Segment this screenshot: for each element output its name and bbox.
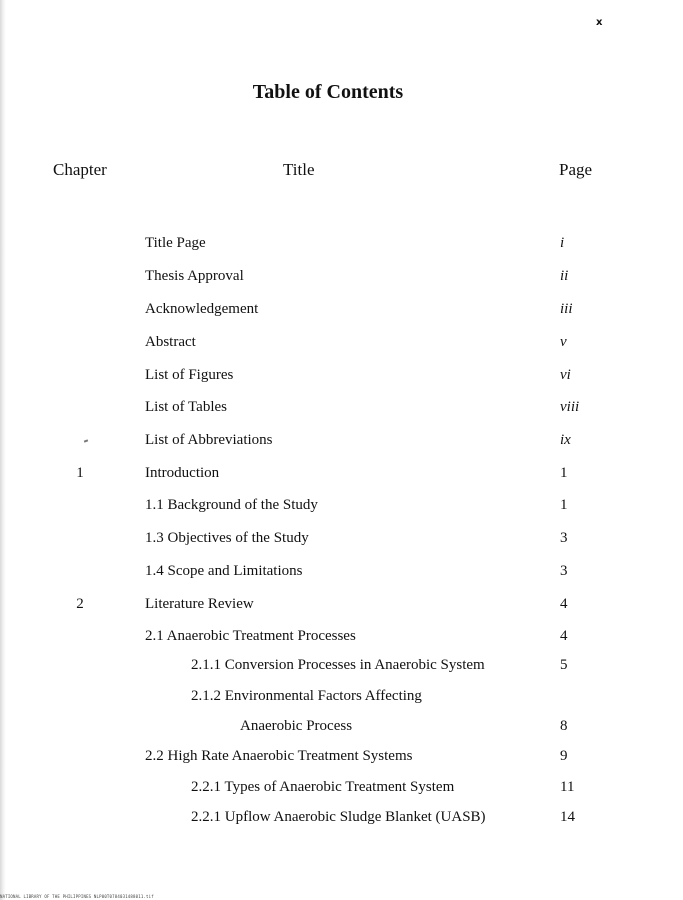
toc-entry-title: 1.3 Objectives of the Study [145,530,309,546]
toc-page-number: 5 [560,657,568,673]
toc-entry-title: Title Page [145,235,206,251]
toc-page-number: 4 [560,628,568,644]
page-number: x [596,17,603,28]
toc-entry [0,530,683,554]
toc-page-number: 9 [560,748,568,764]
toc-page-number: viii [560,399,580,415]
toc-entry-title: Anaerobic Process [240,718,353,734]
toc-entry [0,367,683,391]
toc-page-number: 3 [560,530,568,546]
toc-entry [0,334,683,358]
toc-page-number: ix [560,432,571,448]
toc-entry-title: 2.2.1 Types of Anaerobic Treatment System [191,779,455,795]
toc-page-number: 1 [560,465,568,481]
toc-entry [0,718,683,742]
toc-entry-title: 2.1.2 Environmental Factors Affecting [191,688,422,704]
page-title: Table of Contents [252,81,404,103]
toc-entry-title: Acknowledgement [145,301,259,317]
toc-page-number: v [560,334,567,350]
toc-entry-title: List of Tables [145,399,227,415]
toc-page-number: 3 [560,563,568,579]
toc-entry [0,497,683,521]
toc-entry [0,596,683,620]
toc-entry-title: List of Figures [145,367,234,383]
toc-entry [0,301,683,325]
toc-page-number: 14 [560,809,575,825]
toc-page-number: 8 [560,718,568,734]
toc-page-number: i [560,235,565,251]
toc-entry [0,432,683,456]
toc-page-number: vi [560,367,571,383]
toc-entry [0,688,683,712]
toc-chapter-number: 1 [76,465,84,481]
toc-page-number: iii [560,301,573,317]
toc-entry-title: 2.2.1 Upflow Anaerobic Sludge Blanket (UASB) [191,809,486,825]
toc-entry [0,399,683,423]
toc-entry [0,628,683,652]
toc-entry [0,268,683,292]
toc-entry-title: Literature Review [145,596,254,612]
toc-entry [0,779,683,803]
column-header-title: Title [283,160,315,179]
column-header-page: Page [559,160,593,179]
toc-entry [0,657,683,681]
toc-page-number: 1 [560,497,568,513]
toc-entry [0,465,683,489]
toc-entry [0,809,683,833]
toc-page-number: 11 [560,779,575,795]
toc-entry [0,235,683,259]
toc-entry-title: 2.1 Anaerobic Treatment Processes [145,628,356,644]
toc-page-number: 4 [560,596,568,612]
toc-entry-title: 1.1 Background of the Study [145,497,318,513]
toc-entry-title: Introduction [145,465,220,481]
toc-entry-title: 1.4 Scope and Limitations [145,563,303,579]
toc-entry-title: 2.1.1 Conversion Processes in Anaerobic System [191,657,485,673]
toc-entry [0,563,683,587]
toc-entry-title: 2.2 High Rate Anaerobic Treatment Systems [145,748,413,764]
toc-entry [0,748,683,772]
toc-page-number: ii [560,268,569,284]
toc-entry-title: List of Abbreviations [145,432,273,448]
toc-entry-title: Thesis Approval [145,268,244,284]
scan-footer: NATIONAL LIBRARY OF THE PHILIPPINES NLP00T0784031488011.tif [0,894,154,899]
toc-entry-title: Abstract [145,334,196,350]
toc-chapter-number: 2 [76,596,84,612]
column-header-chapter: Chapter [53,160,107,179]
